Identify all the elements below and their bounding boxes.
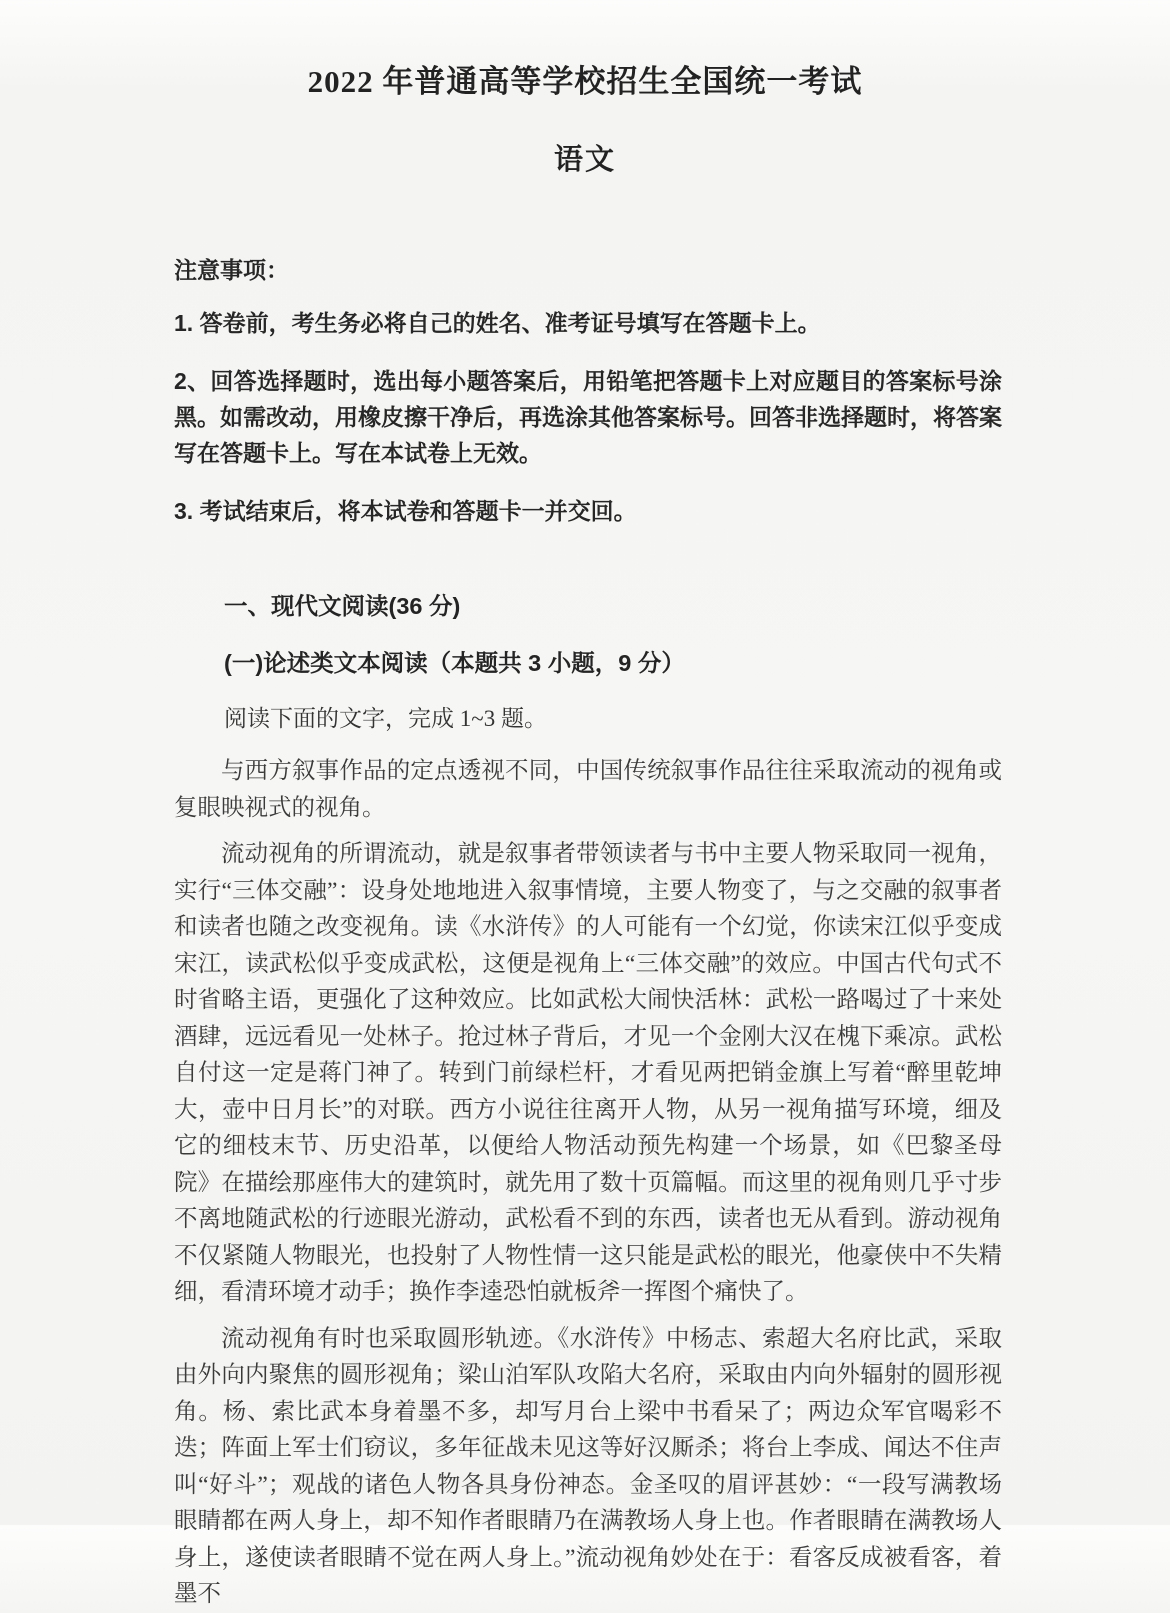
notice-item-3: 3. 考试结束后，将本试卷和答题卡一并交回。 <box>174 498 637 524</box>
section-heading-modern-reading: 一、现代文阅读(36 分) <box>224 593 461 619</box>
subject-title: 语文 <box>553 144 616 176</box>
text-column <box>174 252 1002 1613</box>
notice-item-2: 2、回答选择题时，选出每小题答案后，用铅笔把答题卡上对应题目的答案标号涂黑。如需改动，用橡皮擦干净后，再选涂其他答案标号。回答非选择题时，将答案写在答题卡上。写在本试卷上无效。 <box>174 368 1002 466</box>
passage-paragraph-1: 与西方叙事作品的定点透视不同，中国传统叙事作品往往采取流动的视角或复眼映视式的视角。 <box>174 758 1002 821</box>
notices-heading: 注意事项： <box>174 257 289 283</box>
reading-instruction: 阅读下面的文字，完成 1~3 题。 <box>224 706 547 731</box>
notices-block <box>174 252 1002 529</box>
page-title: 2022 年普通高等学校招生全国统一考试 <box>307 64 863 99</box>
notice-item-1: 1. 答卷前，考生务必将自己的姓名、准考证号填写在答题卡上。 <box>174 310 821 336</box>
subsection-heading-discursive-text: (一)论述类文本阅读（本题共 3 小题，9 分） <box>224 650 685 676</box>
reading-passage <box>174 753 1002 1613</box>
passage-paragraph-3: 流动视角有时也采取圆形轨迹。《水浒传》中杨志、索超大名府比武，采取由外向内聚焦的圆形视角；梁山泊军队攻陷大名府，采取由内向外辐射的圆形视角。杨、索比武本身着墨不多，却写月台上梁中书看呆了；两边众军官喝彩不迭；阵面上军士们窃议，多年征战未见这等好汉厮杀；将台上李成、闻达不住声叫“好斗”；观战的诸色人物各具身份神态。金圣叹的眉评甚妙：“一段写满教场眼睛都在两人身上，却不知作者眼睛乃在满教场人身上也。作者眼睛在满教场人身上，遂使读者眼睛不觉在两人身上。”流动视角妙处在于：看客反成被看客，着墨不 <box>174 1325 1002 1607</box>
passage-paragraph-2: 流动视角的所谓流动，就是叙事者带领读者与书中主要人物采取同一视角，实行“三体交融”：设身处地地进入叙事情境，主要人物变了，与之交融的叙事者和读者也随之改变视角。读《水浒传》的人可能有一个幻觉，你读宋江似乎变成宋江，读武松似乎变成武松，这便是视角上“三体交融”的效应。中国古代句式不时省略主语，更强化了这种效应。比如武松大闹快活林：武松一路喝过了十来处酒肆，远远看见一处林子。抢过林子背后，才见一个金刚大汉在槐下乘凉。武松自付这一定是蒋门神了。转到门前绿栏杆，才看见两把销金旗上写着“醉里乾坤大，壶中日月长”的对联。西方小说往往离开人物，从另一视角描写环境，细及它的细枝末节、历史沿革，以便给人物活动预先构建一个场景，如《巴黎圣母院》在描绘那座伟大的建筑时，就先用了数十页篇幅。而这里的视角则几乎寸步不离地随武松的行迹眼光游动，武松看不到的东西，读者也无从看到。游动视角不仅紧随人物眼光，也投射了人物性情一这只能是武松的眼光，他豪侠中不失精细，看清环境才动手；换作李逵恐怕就板斧一挥图个痛快了。 <box>174 841 1002 1305</box>
